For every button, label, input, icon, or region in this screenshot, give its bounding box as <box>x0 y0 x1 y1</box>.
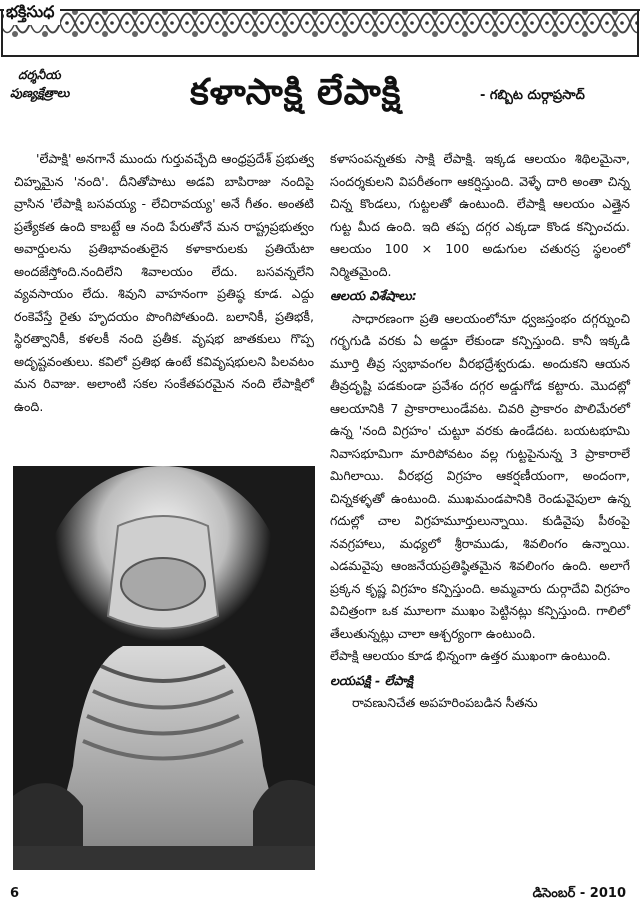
page-number: 6 <box>10 886 20 901</box>
category-line-1: దర్శనీయ <box>18 68 61 82</box>
category-label <box>10 66 70 102</box>
article-title: కళాసాక్షి లేపాక్షి <box>190 72 402 113</box>
subheading-temple-features: ఆలయ విశేషాలు: <box>330 288 417 303</box>
ornamental-header-band <box>0 0 640 62</box>
section-label: భక్తిసుధ <box>4 2 60 25</box>
nandi-photo <box>13 466 315 870</box>
article-author: - గబ్బిట దుర్గాప్రసాద్ <box>480 88 585 103</box>
category-line-2: పుణ్యక్షేత్రాలు <box>10 86 70 100</box>
layapakshi-paragraph: రావణునిచేత అపహరింపబడిన సీతను <box>352 695 538 710</box>
left-column <box>14 148 314 418</box>
right-column <box>330 148 630 715</box>
right-intro-paragraph: కళాసంపన్నతకు సాక్షి లేపాక్షి. ఇక్కడ ఆలయం శిథిలమైనా, సందర్శకులని విపరీతంగా ఆకర్షిస్తుంది. వెళ్ళే దారి అంతా చిన్న చిన్న కొండలు, గుట్టలతో ఉంటుంది. లేపాక్షి ఆలయం ఎత్తైన గుట్ట మీద ఉంది. ఇది తప్ప దగ్గర ఎక్కడా కొండ కన్పించదు. ఆలయం 100 × 100 అడుగుల చతురస్ర స్థలంలో నిర్మితమైంది. <box>330 151 630 279</box>
left-paragraph: 'లేపాక్షి' అనగానే ముందు గుర్తువచ్చేది ఆంధ్రప్రదేశ్ ప్రభుత్వ చిహ్నమైన 'నంది'. దీనితోపాటు అడవి బాపిరాజు నందిపై వ్రాసిన 'లేపాక్షి బసవయ్య - లేచిరావయ్య' అనే గీతం. అంతటి ప్రత్యేకత ఉంది కాబట్టే ఆ నంది పేరుతోనే మన రాష్ట్రప్రభుత్వం అవార్డులను ప్రతిభావంతులైన కళాకారులకు ప్రతియేటా అందజేస్తోంది.నందిలేని శివాలయం లేదు. బసవన్నలేని వ్యవసాయం లేదు. శివుని వాహనంగా ప్రతిష్ఠ కూడ. ఎద్దు రంకెవేస్తే రైతు హృదయం పొంగిపోతుంది. బలానికీ, ప్రతిభకీ, స్థిరత్వానికీ, కళలకీ నంది ప్రతీక. వృషభ జాతకులు గొప్ప అదృష్టవంతులు. కవిలో ప్రతిభ ఉంటే కవివృషభులని పిలవటం మన రివాజు. అలాంటి సకల సంకేతపరమైన నంది లేపాక్షిలో ఉంది. <box>14 151 314 414</box>
issue-date: డిసెంబర్ - 2010 <box>532 886 626 901</box>
subheading-layapakshi: లయపక్షి - లేపాక్షి <box>330 672 414 688</box>
orientation-paragraph: లేపాక్షి ఆలయం కూడ భిన్నంగా ఉత్తర ముఖంగా ఉంటుంది. <box>330 648 611 663</box>
temple-features-paragraph: సాధారణంగా ప్రతి ఆలయంలోనూ ధ్వజస్తంభం దగ్గర్నుంచి గర్భగుడి వరకు ఏ అడ్డూ లేకుండా కన్పిస్తుంది. కానీ ఇక్కడి మూర్తి తీవ్ర స్వభావంగల వీరభద్రేశ్వరుడు. అందుకని ఆయన తీవ్రదృష్టి పడకుండా ప్రవేశం దగ్గర అడ్డుగోడ కట్టారు. మొదట్లో ఆలయానికి 7 ప్రాకారాలుండేవట. చివరి ప్రాకారం పొలిమేరలో ఉన్న 'నంది విగ్రహం' చుట్టూ వరకు ఉండేదట. బయటభూమి నివాసభూమిగా మారిపోవటం వల్ల గుట్టపైనున్న 3 ప్రాకారాలే మిగిలాయి. వీరభద్ర విగ్రహం ఆకర్షణీయంగా, అందంగా, చిన్నకళ్ళతో ఉంటుంది. ముఖమండపానికి రెండువైపులా ఉన్న గదుల్లో చాల విగ్రహమూర్తులున్నాయి. కుడివైపు పీఠంపై నవగ్రహాలు, మధ్యలో శ్రీరాముడు, శివలింగం ఉన్నాయి. ఎడమవైపు ఆంజనేయప్రతిష్ఠితమైన శివలింగం ఉంది. అలాగే ప్రక్కన కృష్ణ విగ్రహం కన్పిస్తుంది. అమ్మవారు దుర్గాదేవి విగ్రహం విచిత్రంగా ఒక మూలగా ముఖం పెట్టినట్లు కన్పిస్తుంది. గాలిలో తేలుతున్నట్లు చాలా ఆశ్చర్యంగా ఉంటుంది. <box>330 310 630 641</box>
